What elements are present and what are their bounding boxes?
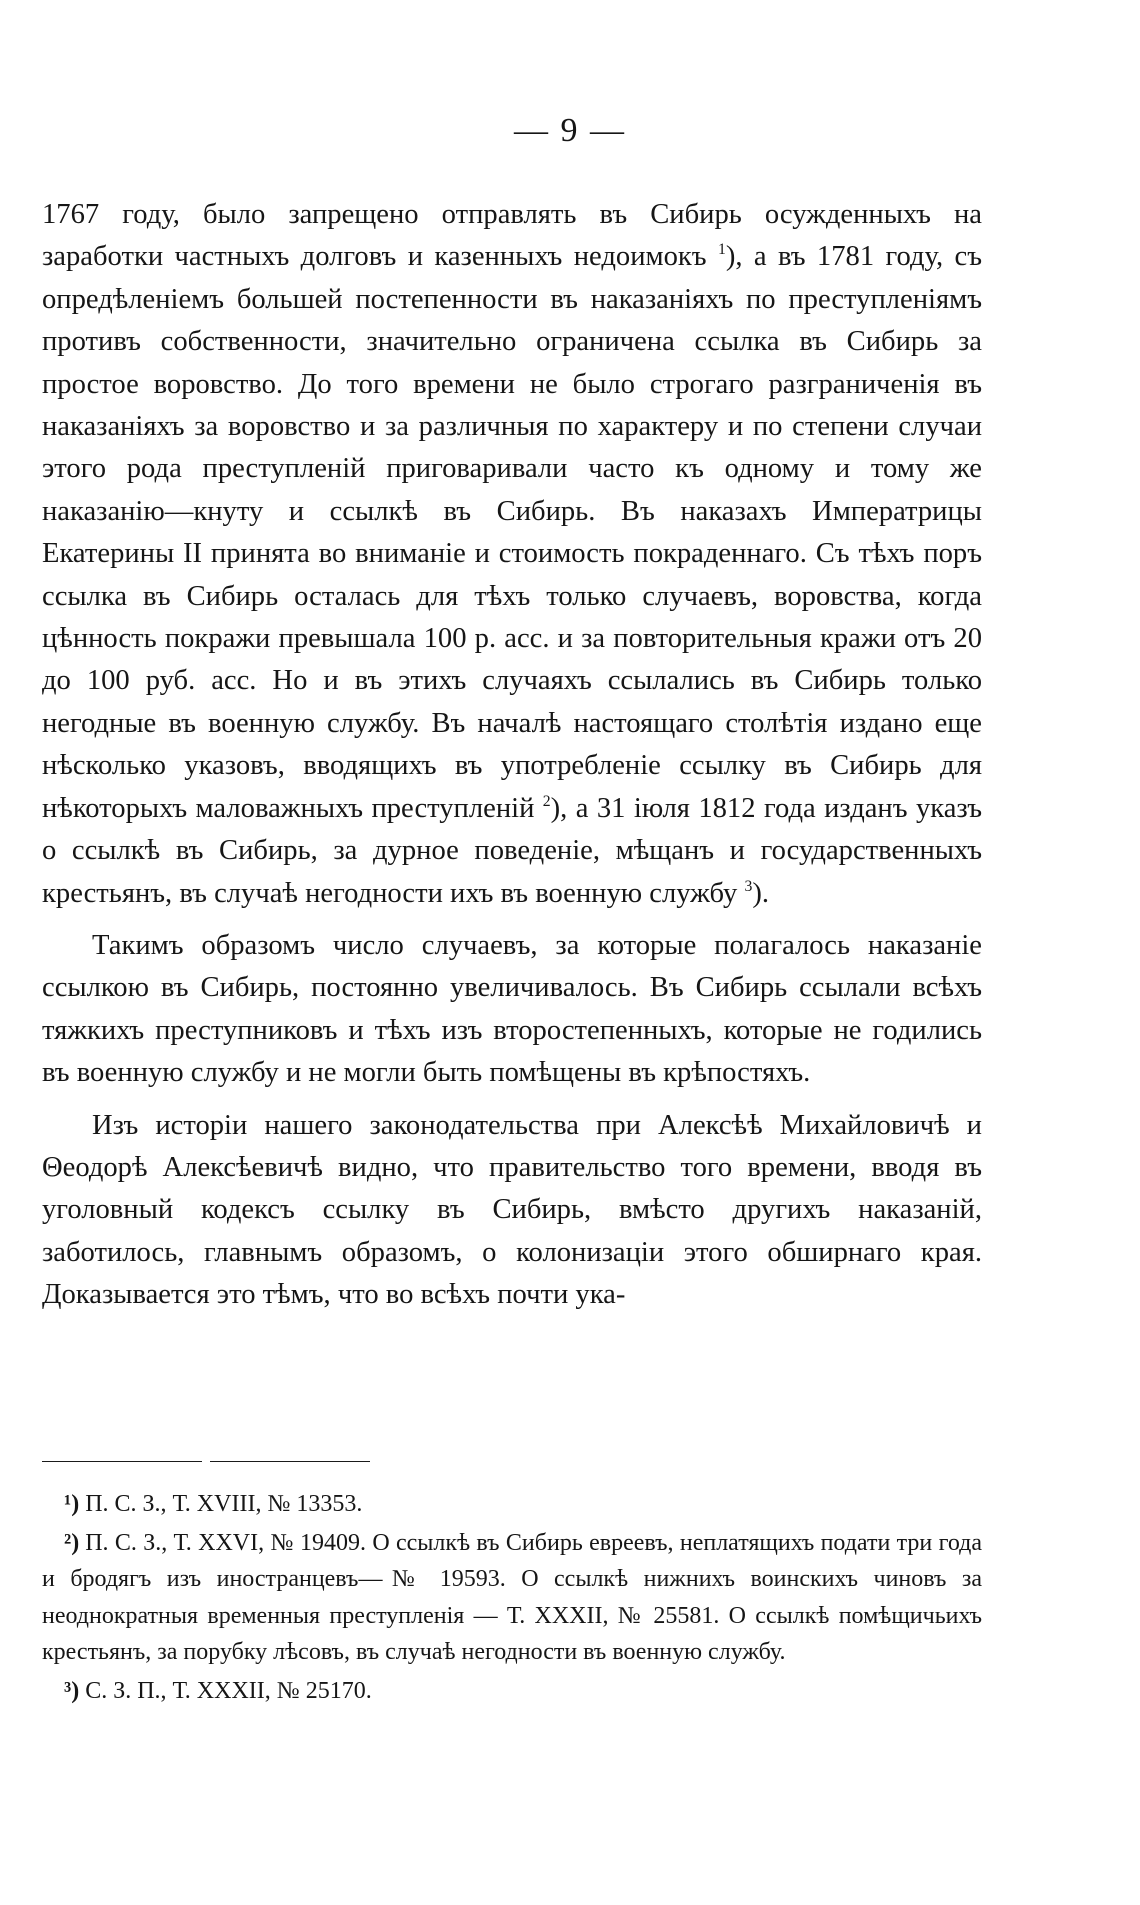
footnote-3-mark: ³) — [64, 1677, 80, 1704]
footnote-1-text: П. С. З., Т. XVIII, № 13353. — [85, 1491, 363, 1517]
footnote-2 — [42, 1525, 982, 1671]
paragraph-1-part-3: ), а 31 іюля 1812 года изданъ указъ о ссылкѣ въ Сибирь, за дурное поведеніе, мѣщанъ и государственныхъ крестьянъ, въ случаѣ негодности ихъ въ военную службу — [42, 792, 982, 909]
footnote-3 — [42, 1673, 982, 1710]
footnotes — [42, 1486, 982, 1711]
main-text — [42, 194, 982, 1327]
paragraph-1-part-4: ). — [752, 877, 769, 909]
footnote-divider-right — [210, 1461, 370, 1462]
footnote-ref-1: 1 — [717, 241, 726, 259]
footnote-divider-left — [42, 1461, 202, 1462]
footnote-2-text: П. С. З., Т. XXVI, № 19409. О ссылкѣ въ Сибирь евреевъ, неплатящихъ подати три года и бродягъ изъ иностранцевъ—№ 19593. О ссылкѣ нижнихъ воинскихъ чиновъ за неоднократныя временныя преступленія — Т. XXXII, № 25581. О ссылкѣ помѣщичьихъ крестьянъ, за порубку лѣсовъ, въ случаѣ негодности въ военную службу. — [42, 1529, 982, 1665]
footnote-ref-2: 2 — [542, 792, 551, 810]
paragraph-1-part-2: ), а въ 1781 году, съ опредѣленіемъ большей постепенности въ наказаніяхъ по преступленіямъ противъ собственности, значительно ограничена ссылка въ Сибирь за простое воровство. До того времени не было строгаго разграниченія въ наказаніяхъ за воровство и за различныя по характеру и по степени случаи этого рода преступленій приговаривали часто къ одному и тому же наказанію—кнуту и ссылкѣ въ Сибирь. Въ наказахъ Императрицы Екатерины II принята во вниманіе и стоимость покраденнаго. Съ тѣхъ поръ ссылка въ Сибирь осталась для тѣхъ только случаевъ, воровства, когда цѣнность покражи превышала 100 р. асс. и за повторительныя кражи отъ 20 до 100 руб. асс. Но и въ этихъ случаяхъ ссылались въ Сибирь только негодные въ военную службу. Въ началѣ настоящаго столѣтія издано еще нѣсколько указовъ, вводящихъ въ употребленіе ссылку въ Сибирь для нѣкоторыхъ маловажныхъ преступленій — [42, 241, 982, 824]
footnote-2-mark: ²) — [64, 1529, 80, 1556]
footnote-1-mark: ¹) — [64, 1491, 80, 1517]
page-number: — 9 — — [514, 112, 626, 149]
footnote-ref-3: 3 — [744, 877, 753, 895]
footnote-3-text: С. З. П., Т. XXXII, № 25170. — [85, 1677, 372, 1704]
paragraph-1-part-1: 1767 году, было запрещено отправлять въ Сибирь осужденныхъ на заработки частныхъ долговъ и казенныхъ недоимокъ — [42, 199, 982, 273]
paragraph-1 — [42, 194, 982, 915]
footnote-1 — [42, 1486, 982, 1523]
paragraph-2: Такимъ образомъ число случаевъ, за которые полагалось наказаніе ссылкою въ Сибирь, постоянно увеличивалось. Въ Сибирь ссылали всѣхъ тяжкихъ преступниковъ и тѣхъ изъ второстепенныхъ, которые не годились въ военную службу и не могли быть помѣщены въ крѣпостяхъ. — [42, 929, 982, 1089]
paragraph-3: Изъ исторіи нашего законодательства при Алексѣѣ Михайловичѣ и Θеодорѣ Алексѣевичѣ видно, что правительство того времени, вводя въ уголовный кодексъ ссылку въ Сибирь, вмѣсто другихъ наказаній, заботилось, главнымъ образомъ, о колонизаціи этого обширнаго края. Доказывается это тѣмъ, что во всѣхъ почти ука- — [42, 1109, 982, 1311]
